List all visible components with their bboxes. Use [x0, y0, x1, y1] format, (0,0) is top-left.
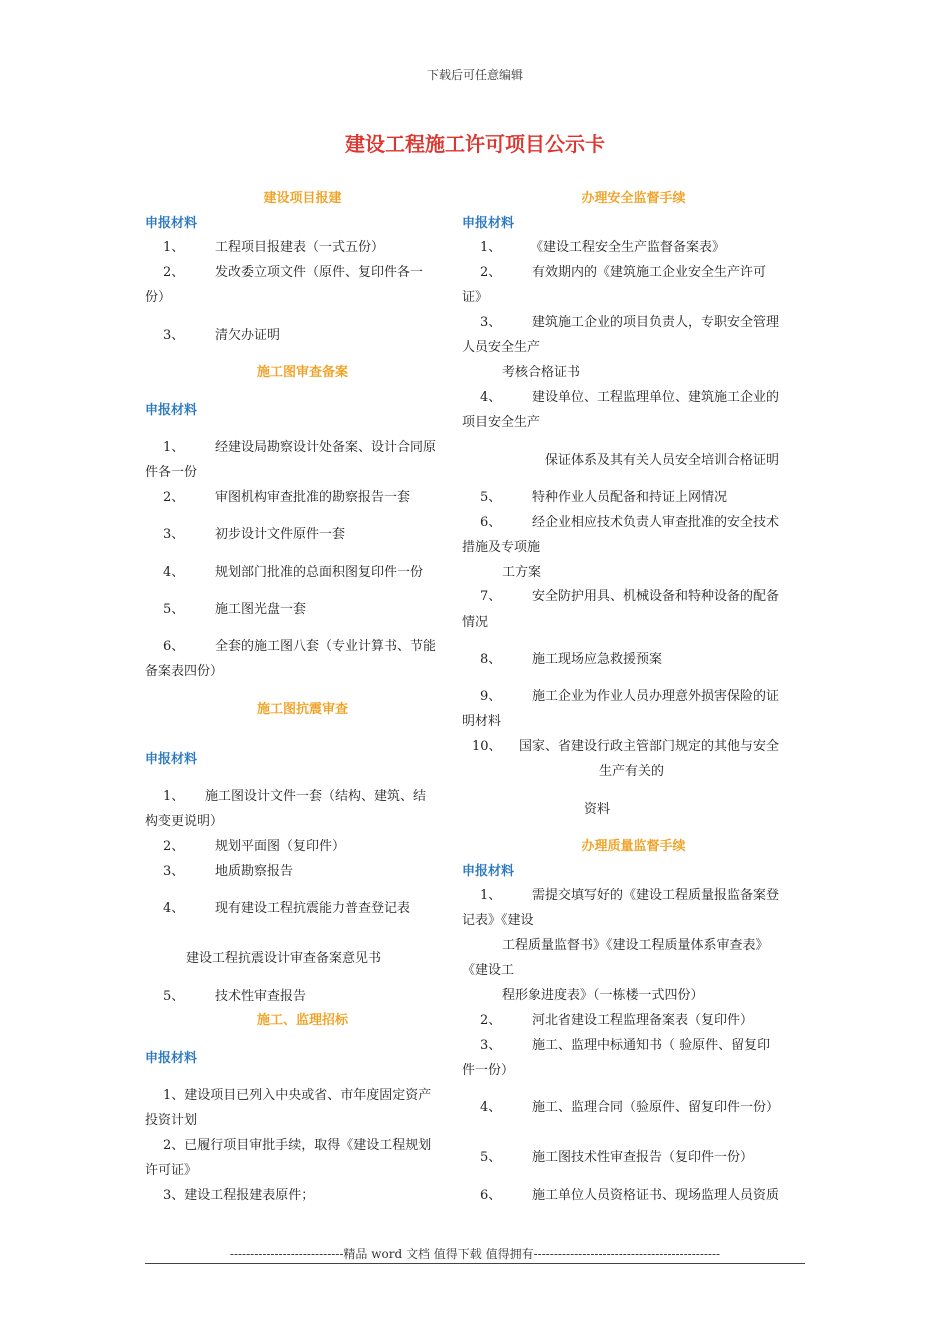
list-item-continuation: 份） [145, 290, 172, 305]
list-item-number: 2、 [163, 265, 185, 280]
section-title-project-registration: 建设项目报建 [263, 191, 342, 206]
list-item-number: 4、 [163, 901, 185, 916]
list-item-number: 1、 [480, 240, 502, 255]
list-item: 施工图技术性审查报告（复印件一份） [532, 1150, 754, 1165]
section-sub-label: 申报材料 [145, 1051, 198, 1066]
list-item-number: 5、 [480, 1150, 502, 1165]
list-item-continuation: 件一份） [462, 1063, 515, 1078]
list-item-continuation: 考核合格证书 [502, 365, 581, 380]
section-title-seismic-review: 施工图抗震审查 [256, 702, 348, 717]
list-item: 工程项目报建表（一式五份） [215, 240, 385, 255]
list-item-number: 3、 [163, 328, 185, 343]
list-item-continuation: 生产有关的 [599, 764, 665, 779]
list-item: 施工现场应急救援预案 [532, 652, 663, 667]
list-item: 建设工程抗震设计审查备案意见书 [186, 951, 382, 966]
list-item: 施工单位人员资格证书、现场监理人员资质 [532, 1188, 780, 1203]
list-item: 安全防护用具、机械设备和特种设备的配备 [532, 589, 780, 604]
list-item: 审图机构审查批准的勘察报告一套 [215, 490, 411, 505]
list-item-number: 5、 [163, 602, 185, 617]
list-item-continuation: 构变更说明） [145, 814, 224, 829]
list-item-continuation: 《建设工 [462, 963, 515, 978]
list-item: 规划平面图（复印件） [215, 839, 346, 854]
list-item-continuation: 备案表四份） [145, 664, 224, 679]
list-item-number: 7、 [480, 589, 502, 604]
list-item: 全套的施工图八套（专业计算书、节能 [215, 639, 437, 654]
list-item: 地质勘察报告 [215, 864, 294, 879]
list-item: 建筑施工企业的项目负责人，专职安全管理 [532, 315, 780, 330]
footer-text: ----------------------------精品 word 文档 值得下载 值得拥有---------------------------------------------- [229, 1247, 721, 1261]
list-item: 施工、监理中标通知书（ 验原件、留复印 [532, 1038, 771, 1053]
list-item-continuation: 措施及专项施 [462, 540, 541, 555]
list-item: 2、已履行项目审批手续，取得《建设工程规划 [163, 1138, 432, 1153]
footer-rule [145, 1263, 805, 1264]
section-title-bidding: 施工、监理招标 [256, 1013, 348, 1028]
list-item: 初步设计文件原件一套 [215, 527, 346, 542]
list-item-continuation: 程形象进度表》（一栋楼一式四份） [502, 988, 704, 1003]
list-item: 3、建设工程报建表原件； [163, 1188, 315, 1203]
list-item-number: 1、 [480, 888, 502, 903]
list-item: 现有建设工程抗震能力普查登记表 [215, 901, 411, 916]
list-item-number: 6、 [480, 515, 502, 530]
list-item-number: 2、 [480, 1013, 502, 1028]
list-item-number: 9、 [480, 689, 502, 704]
list-item-continuation: 记表》《建设 [462, 913, 534, 928]
list-item-continuation: 资料 [584, 802, 611, 817]
list-item-continuation: 工方案 [502, 565, 542, 580]
list-item: 经建设局勘察设计处备案、设计合同原 [215, 440, 437, 455]
list-item-number: 2、 [163, 839, 185, 854]
list-item: 有效期内的《建筑施工企业安全生产许可 [532, 265, 767, 280]
list-item-number: 3、 [163, 864, 185, 879]
header-note: 下载后可任意编辑 [426, 68, 523, 82]
list-item-continuation: 投资计划 [145, 1113, 198, 1128]
list-item: 《建设工程安全生产监督备案表》 [530, 240, 726, 255]
list-item: 施工图设计文件一套（结构、建筑、结 [205, 789, 427, 804]
list-item: 需提交填写好的《建设工程质量报监备案登 [532, 888, 780, 903]
list-item-number: 8、 [480, 652, 502, 667]
list-item: 1、建设项目已列入中央或省、市年度固定资产 [163, 1088, 432, 1103]
section-sub-label: 申报材料 [462, 216, 515, 231]
list-item-continuation: 项目安全生产 [462, 415, 541, 430]
list-item-number: 4、 [480, 390, 502, 405]
list-item-number: 4、 [163, 565, 185, 580]
section-sub-label: 申报材料 [145, 752, 198, 767]
list-item-continuation: 情况 [462, 615, 489, 630]
list-item-number: 6、 [163, 639, 185, 654]
list-item: 清欠办证明 [215, 328, 281, 343]
list-item-continuation: 明材料 [462, 714, 502, 729]
section-title-safety-supervision: 办理安全监督手续 [581, 191, 686, 206]
list-item-number: 3、 [163, 527, 185, 542]
list-item: 河北省建设工程监理备案表（复印件） [532, 1013, 754, 1028]
section-sub-label: 申报材料 [462, 864, 515, 879]
section-sub-label: 申报材料 [145, 216, 198, 231]
list-item-continuation: 工程质量监督书》《建设工程质量体系审查表》 [502, 938, 769, 953]
list-item-number: 2、 [163, 490, 185, 505]
list-item-continuation: 证》 [462, 290, 489, 305]
list-item-number: 3、 [480, 1038, 502, 1053]
section-title-quality-supervision: 办理质量监督手续 [581, 839, 686, 854]
list-item: 技术性审查报告 [215, 989, 307, 1004]
list-item: 发改委立项文件（原件、复印件各一 [215, 265, 424, 280]
list-item: 施工企业为作业人员办理意外损害保险的证 [532, 689, 780, 704]
section-sub-label: 申报材料 [145, 403, 198, 418]
list-item-continuation: 件各一份 [145, 465, 198, 480]
list-item-number: 10、 [472, 739, 502, 754]
list-item-continuation: 许可证》 [145, 1163, 198, 1178]
section-title-drawing-review: 施工图审查备案 [256, 365, 348, 380]
list-item: 建设单位、工程监理单位、建筑施工企业的 [532, 390, 780, 405]
list-item-continuation: 保证体系及其有关人员安全培训合格证明 [545, 453, 780, 468]
list-item: 施工图光盘一套 [215, 602, 307, 617]
list-item: 施工、监理合同（验原件、留复印件一份） [532, 1100, 780, 1115]
list-item: 特种作业人员配备和持证上网情况 [532, 490, 728, 505]
list-item: 经企业相应技术负责人审查批准的安全技术 [532, 515, 780, 530]
list-item-number: 1、 [163, 789, 185, 804]
list-item-number: 2、 [480, 265, 502, 280]
list-item-continuation: 人员安全生产 [462, 340, 541, 355]
list-item-number: 1、 [163, 440, 185, 455]
list-item-number: 4、 [480, 1100, 502, 1115]
list-item-number: 1、 [163, 240, 185, 255]
list-item: 国家、省建设行政主管部门规定的其他与安全 [519, 739, 780, 754]
list-item: 规划部门批准的总面积图复印件一份 [215, 565, 424, 580]
list-item-number: 5、 [163, 989, 185, 1004]
list-item-number: 3、 [480, 315, 502, 330]
document-title: 建设工程施工许可项目公示卡 [345, 132, 605, 156]
list-item-number: 6、 [480, 1188, 502, 1203]
list-item-number: 5、 [480, 490, 502, 505]
